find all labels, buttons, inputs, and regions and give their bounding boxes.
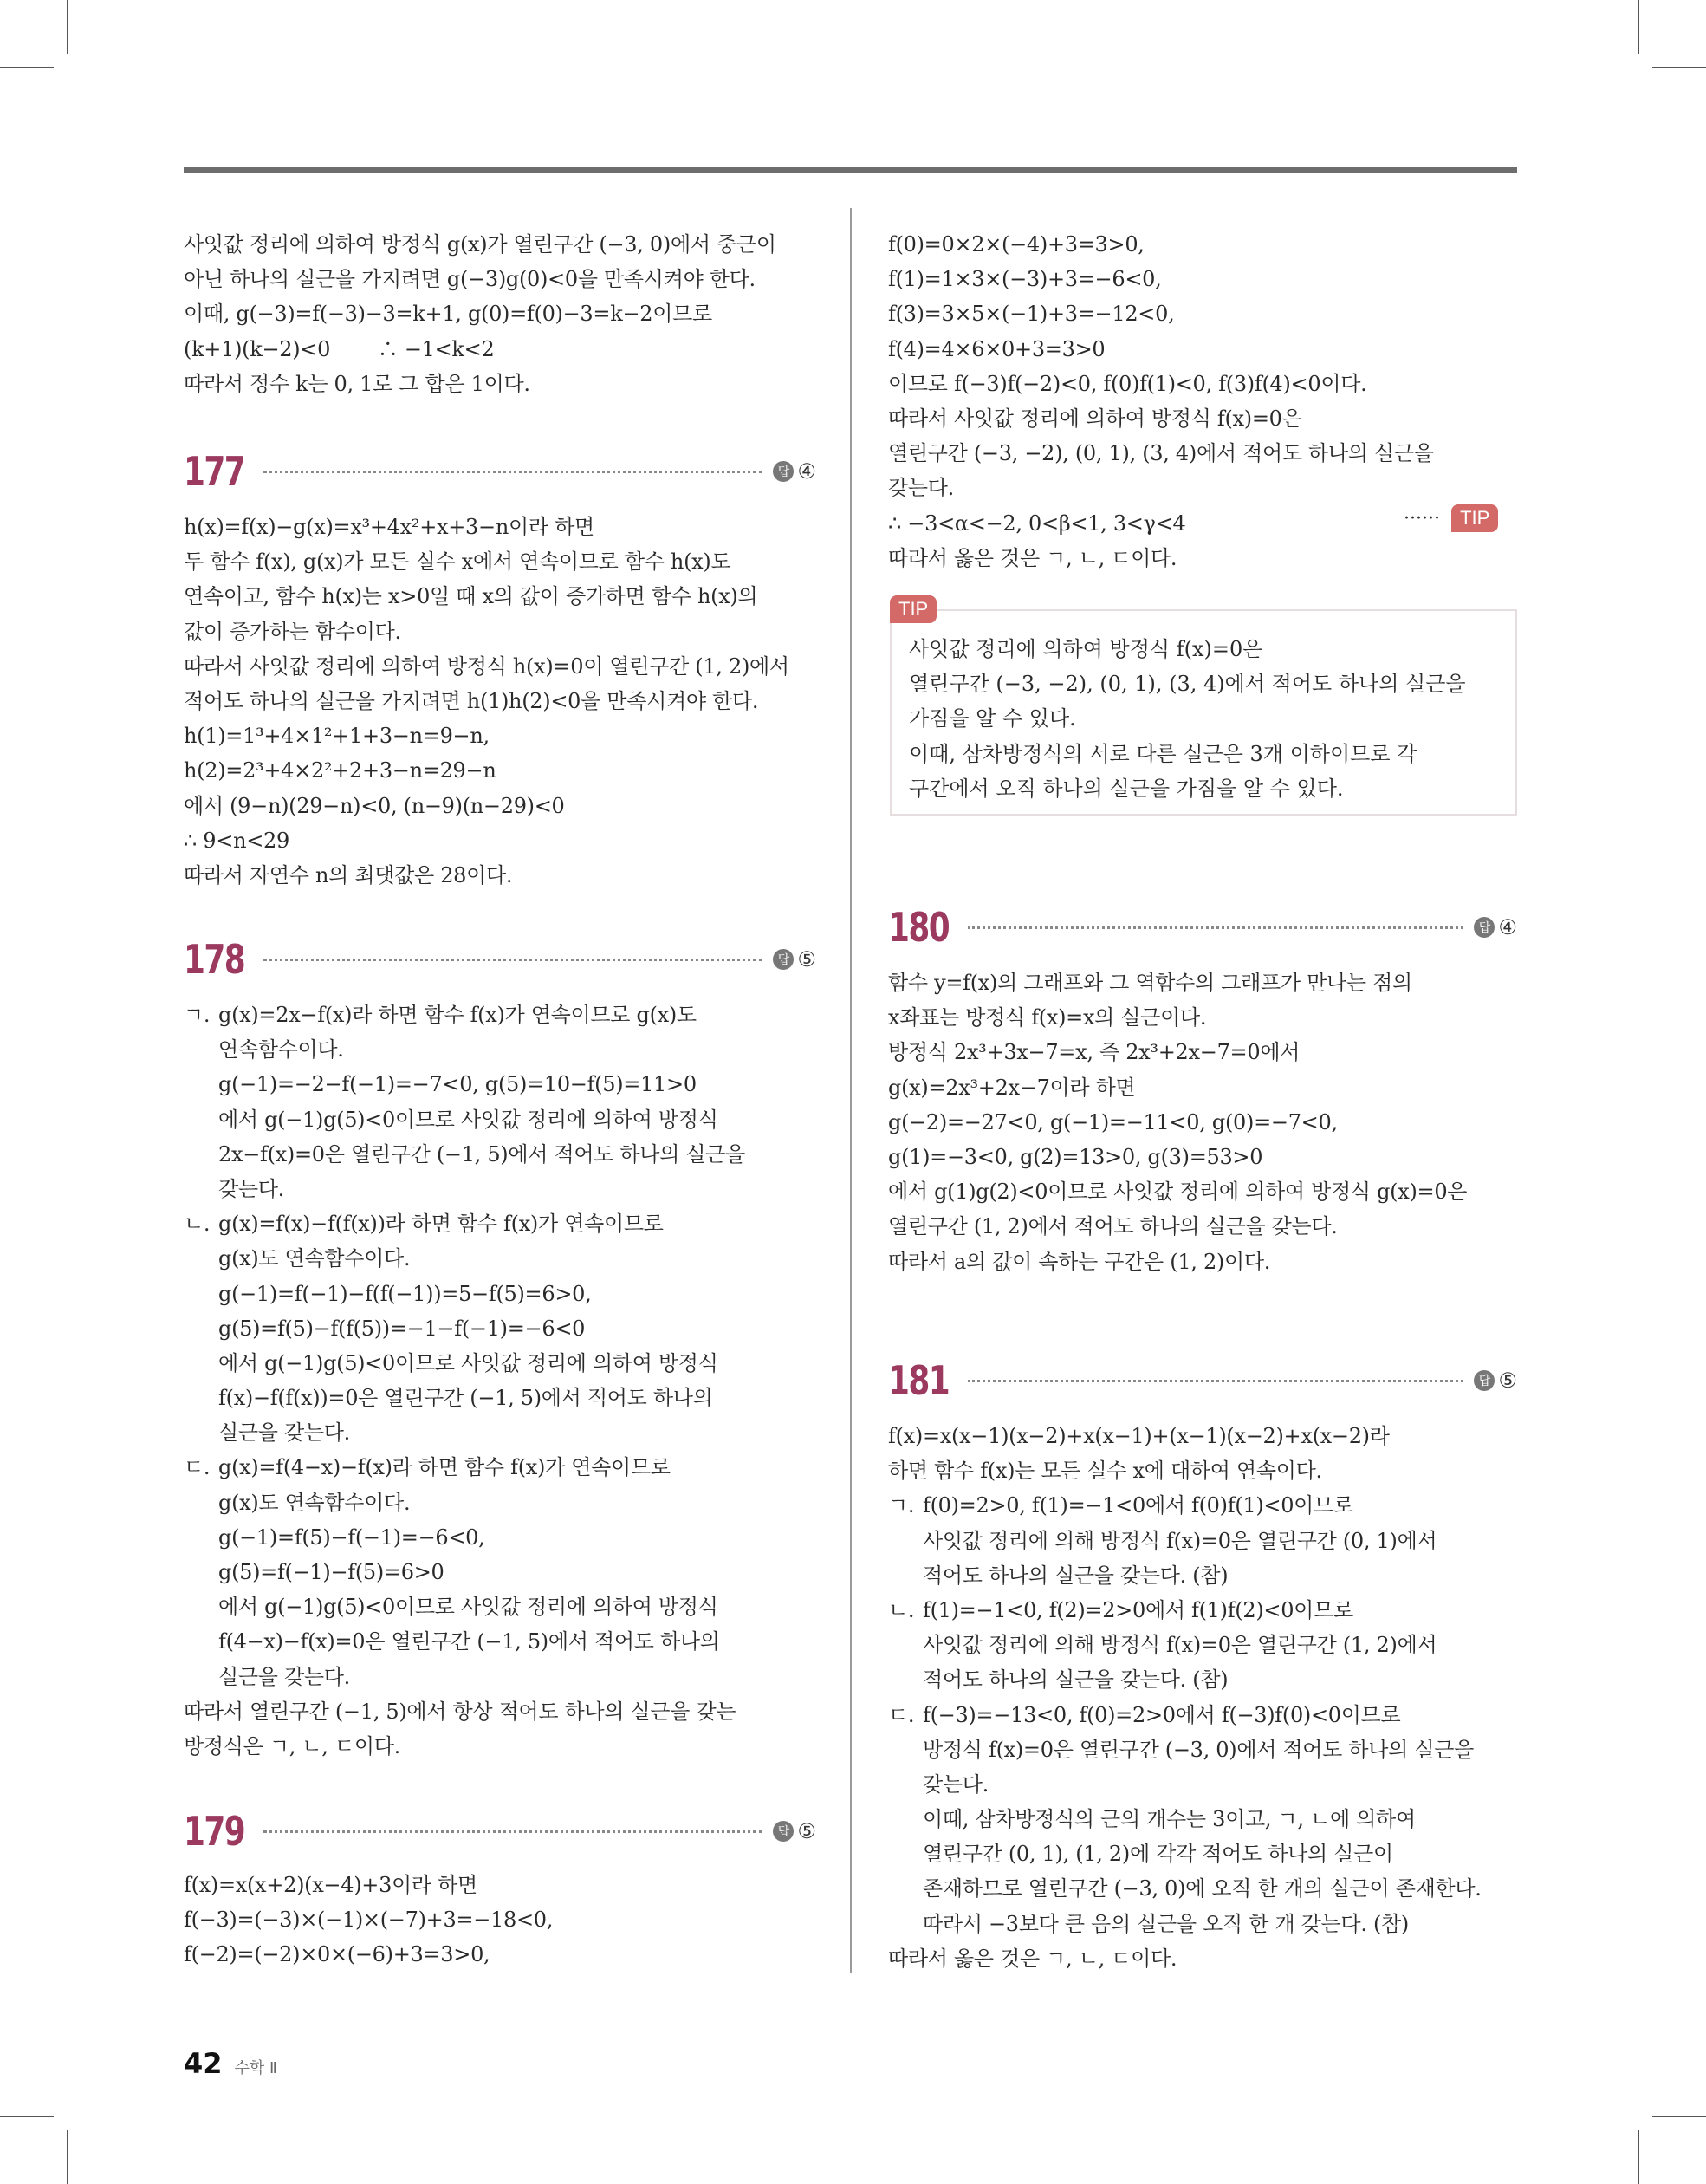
text-line: 따라서 자연수 n의 최댓값은 28이다.: [184, 862, 513, 887]
item-label: ㄱ.: [888, 1493, 915, 1518]
problem-number: 180: [888, 904, 950, 951]
item-line: 따라서 −3보다 큰 음의 실근을 오직 한 개 갖는다. (참): [923, 1911, 1409, 1936]
problem-177-header: [184, 447, 816, 496]
text-line: ∴ −3<α<−2, 0<β<1, 3<γ<4: [888, 510, 1186, 536]
tip-box: [890, 598, 1517, 816]
item-line: 에서 g(−1)g(5)<0이므로 사잇값 정리에 의하여 방정식: [218, 1350, 718, 1375]
text-line: 값이 증가하는 함수이다.: [184, 619, 401, 644]
item-label: ㄷ.: [184, 1455, 211, 1480]
item-line: g(−1)=−2−f(−1)=−7<0, g(5)=10−f(5)=11>0: [218, 1072, 697, 1097]
item-line: g(5)=f(5)−f(f(5))=−1−f(−1)=−6<0: [218, 1316, 586, 1341]
text-line: 따라서 사잇값 정리에 의하여 방정식 h(x)=0이 열린구간 (1, 2)에서: [184, 653, 789, 679]
answer-choice: ⑤: [797, 1819, 816, 1843]
answer-icon: 답: [773, 949, 794, 970]
problem-number: 178: [184, 936, 245, 983]
text-line: h(x)=f(x)−g(x)=x³+4x²+x+3−n이라 하면: [184, 515, 594, 539]
text-line: (k+1)(k−2)<0 ∴ −1<k<2: [184, 336, 495, 361]
item-line: [184, 1450, 816, 1485]
text-line: f(1)=1×3×(−3)+3=−6<0,: [888, 267, 1162, 292]
item-line: [888, 1488, 1517, 1523]
text-line: 사잇값 정리에 의하여 방정식 f(x)=0은: [909, 637, 1263, 661]
crop-mark: [1638, 0, 1639, 54]
text-line: 적어도 하나의 실근을 가지려면 h(1)h(2)<0을 만족시켜야 한다.: [184, 688, 759, 713]
answer-icon: 답: [773, 1821, 794, 1842]
problem-180-header: [888, 903, 1517, 952]
problem-number: 181: [888, 1357, 950, 1404]
answer-choice: ④: [1498, 915, 1517, 939]
text-line: g(−2)=−27<0, g(−1)=−11<0, g(0)=−7<0,: [888, 1109, 1338, 1134]
item-line: f(4−x)−f(x)=0은 열린구간 (−1, 5)에서 적어도 하나의: [218, 1629, 720, 1654]
column-divider: [850, 208, 852, 1973]
crop-mark: [67, 0, 68, 54]
answer-choice: ⑤: [1498, 1368, 1517, 1393]
answer-choice: ④: [797, 459, 816, 484]
text-line: 따라서 옳은 것은 ㄱ, ㄴ, ㄷ이다.: [888, 545, 1177, 570]
item-line: 연속함수이다.: [218, 1037, 344, 1063]
text-line: 가짐을 알 수 있다.: [909, 706, 1076, 731]
text-line: f(−3)=(−3)×(−1)×(−7)+3=−18<0,: [184, 1908, 554, 1933]
leader-dots: ······: [1404, 508, 1440, 530]
text-line: x좌표는 방정식 f(x)=x의 실근이다.: [888, 1005, 1207, 1030]
item-line: 이때, 삼차방정식의 근의 개수는 3이고, ㄱ, ㄴ에 의하여: [923, 1807, 1416, 1832]
text-line: 방정식은 ㄱ, ㄴ, ㄷ이다.: [184, 1733, 400, 1758]
problem-180-solution: [888, 965, 1517, 1279]
crop-mark: [1652, 67, 1706, 68]
problem-178-header: [184, 935, 816, 984]
text-line: 방정식 2x³+3x−7=x, 즉 2x³+2x−7=0에서: [888, 1040, 1301, 1065]
leader-dots: [263, 471, 762, 473]
item-line: 갖는다.: [218, 1176, 284, 1201]
text-line: f(4)=4×6×0+3=3>0: [888, 336, 1106, 361]
problem-179-header: [184, 1807, 816, 1856]
item-label: ㄷ.: [888, 1702, 915, 1727]
text-line: f(−2)=(−2)×0×(−6)+3=3>0,: [184, 1942, 490, 1967]
text-line: f(3)=3×5×(−1)+3=−12<0,: [888, 302, 1175, 327]
book-title: 수학 Ⅱ: [234, 2059, 277, 2077]
text-line: 따라서 옳은 것은 ㄱ, ㄴ, ㄷ이다.: [888, 1946, 1177, 1971]
problem-177-solution: [184, 510, 816, 893]
problem-181-solution: [888, 1419, 1517, 1976]
item-text: g(x)=f(4−x)−f(x)라 하면 함수 f(x)가 연속이므로: [218, 1455, 671, 1480]
leader-dots: [968, 1380, 1463, 1382]
item-line: [888, 1698, 1517, 1732]
item-line: 열린구간 (0, 1), (1, 2)에 각각 적어도 하나의 실근이: [923, 1842, 1393, 1867]
item-line: [888, 1593, 1517, 1628]
page-footer: [184, 2047, 277, 2080]
text-line: f(x)=x(x+2)(x−4)+3이라 하면: [184, 1873, 477, 1897]
text-line: 열린구간 (−3, −2), (0, 1), (3, 4)에서 적어도 하나의 실근을: [909, 672, 1466, 697]
text-line: ∴ 9<n<29: [184, 828, 289, 853]
item-line: 갖는다.: [923, 1771, 989, 1797]
answer-choice: ⑤: [797, 947, 816, 972]
item-line: 사잇값 정리에 의해 방정식 f(x)=0은 열린구간 (0, 1)에서: [923, 1528, 1437, 1553]
header-rule: [184, 167, 1517, 173]
text-line: 따라서 정수 k는 0, 1로 그 합은 1이다.: [184, 371, 530, 396]
item-line: 사잇값 정리에 의해 방정식 f(x)=0은 열린구간 (1, 2)에서: [923, 1633, 1437, 1658]
item-label: ㄴ.: [888, 1597, 915, 1622]
text-line: 함수 y=f(x)의 그래프와 그 역함수의 그래프가 만나는 점의: [888, 971, 1412, 995]
item-line: 에서 g(−1)g(5)<0이므로 사잇값 정리에 의하여 방정식: [218, 1107, 718, 1132]
tip-badge: TIP: [890, 595, 937, 623]
text-line: 하면 함수 f(x)는 모든 실수 x에 대하여 연속이다.: [888, 1459, 1322, 1484]
tip-reference: [1404, 504, 1498, 532]
page-number: 42: [184, 2047, 223, 2080]
item-text: g(x)=f(x)−f(f(x))라 하면 함수 f(x)가 연속이므로: [218, 1212, 664, 1237]
problem-number: 179: [184, 1808, 245, 1855]
text-line: 따라서 a의 값이 속하는 구간은 (1, 2)이다.: [888, 1249, 1271, 1274]
text-line: 따라서 열린구간 (−1, 5)에서 항상 적어도 하나의 실근을 갖는: [184, 1699, 736, 1724]
item-line: 적어도 하나의 실근을 갖는다. (참): [923, 1563, 1229, 1588]
item-label: ㄱ.: [184, 1003, 211, 1027]
text-line: 연속이고, 함수 h(x)는 x>0일 때 x의 값이 증가하면 함수 h(x)의: [184, 584, 758, 609]
item-line: g(−1)=f(−1)−f(f(−1))=5−f(5)=6>0,: [218, 1281, 592, 1306]
text-line: 아닌 하나의 실근을 가지려면 g(−3)g(0)<0을 만족시켜야 한다.: [184, 267, 756, 292]
problem-number: 177: [184, 448, 245, 495]
crop-mark: [67, 2130, 68, 2184]
item-line: [184, 998, 816, 1032]
text-line: 열린구간 (1, 2)에서 적어도 하나의 실근을 갖는다.: [888, 1214, 1338, 1239]
text-line: g(1)=−3<0, g(2)=13>0, g(3)=53>0: [888, 1144, 1263, 1169]
p176-solution-end: [184, 227, 816, 401]
leader-dots: [263, 959, 762, 961]
problem-179-solution: [184, 1868, 816, 1973]
text-line: 이때, 삼차방정식의 서로 다른 실근은 3개 이하이므로 각: [909, 741, 1417, 766]
text-line: 이므로 f(−3)f(−2)<0, f(0)f(1)<0, f(3)f(4)<0이다.: [888, 371, 1367, 396]
item-text: f(−3)=−13<0, f(0)=2>0에서 f(−3)f(0)<0이므로: [923, 1702, 1401, 1727]
item-line: 실근을 갖는다.: [218, 1420, 350, 1446]
text-line: g(x)=2x³+2x−7이라 하면: [888, 1075, 1136, 1100]
text-line: 열린구간 (−3, −2), (0, 1), (3, 4)에서 적어도 하나의 실근을: [888, 441, 1434, 466]
leader-dots: [968, 926, 1463, 929]
text-line: 갖는다.: [888, 476, 954, 501]
text-line: 구간에서 오직 하나의 실근을 가짐을 알 수 있다.: [909, 776, 1344, 801]
item-text: f(0)=2>0, f(1)=−1<0에서 f(0)f(1)<0이므로: [923, 1493, 1353, 1518]
leader-dots: [263, 1830, 762, 1833]
tip-text: [909, 632, 1466, 806]
text-line: 두 함수 f(x), g(x)가 모든 실수 x에서 연속이므로 함수 h(x)도: [184, 549, 731, 575]
item-line: g(x)도 연속함수이다.: [218, 1490, 411, 1515]
text-line: 이때, g(−3)=f(−3)−3=k+1, g(0)=f(0)−3=k−2이므로: [184, 302, 712, 327]
answer-icon: 답: [1474, 1370, 1495, 1391]
item-line: 존재하므로 열린구간 (−3, 0)에 오직 한 개의 실근이 존재한다.: [923, 1876, 1482, 1901]
answer-icon: 답: [773, 461, 794, 482]
item-line: 에서 g(−1)g(5)<0이므로 사잇값 정리에 의하여 방정식: [218, 1595, 718, 1620]
text-line: 에서 g(1)g(2)<0이므로 사잇값 정리에 의하여 방정식 g(x)=0은: [888, 1180, 1468, 1205]
item-line: 방정식 f(x)=0은 열린구간 (−3, 0)에서 적어도 하나의 실근을: [923, 1737, 1475, 1762]
item-line: [184, 1206, 816, 1241]
text-line: h(1)=1³+4×1²+1+3−n=9−n,: [184, 724, 490, 749]
item-line: 실근을 갖는다.: [218, 1664, 350, 1689]
text-line: 사잇값 정리에 의하여 방정식 g(x)가 열린구간 (−3, 0)에서 중근이: [184, 232, 776, 257]
crop-mark: [0, 2116, 54, 2117]
text-line: f(x)=x(x−1)(x−2)+x(x−1)+(x−1)(x−2)+x(x−2)라: [888, 1424, 1390, 1448]
item-label: ㄴ.: [184, 1212, 211, 1237]
item-line: g(x)도 연속함수이다.: [218, 1246, 411, 1271]
item-text: g(x)=2x−f(x)라 하면 함수 f(x)가 연속이므로 g(x)도: [218, 1003, 697, 1027]
item-line: g(−1)=f(5)−f(−1)=−6<0,: [218, 1524, 485, 1550]
answer-icon: 답: [1474, 917, 1495, 938]
item-text: f(1)=−1<0, f(2)=2>0에서 f(1)f(2)<0이므로: [923, 1597, 1353, 1622]
text-line: f(0)=0×2×(−4)+3=3>0,: [888, 232, 1145, 257]
item-line: 2x−f(x)=0은 열린구간 (−1, 5)에서 적어도 하나의 실근을: [218, 1141, 746, 1167]
text-line: 에서 (9−n)(29−n)<0, (n−9)(n−29)<0: [184, 793, 565, 818]
crop-mark: [1638, 2130, 1639, 2184]
problem-178-solution: [184, 998, 816, 1764]
item-line: 적어도 하나의 실근을 갖는다. (참): [923, 1667, 1229, 1693]
tip-badge: TIP: [1451, 504, 1498, 532]
text-line: h(2)=2³+4×2²+2+3−n=29−n: [184, 758, 496, 783]
item-line: f(x)−f(f(x))=0은 열린구간 (−1, 5)에서 적어도 하나의: [218, 1386, 713, 1411]
problem-181-header: [888, 1356, 1517, 1405]
crop-mark: [1652, 2116, 1706, 2117]
text-line: 따라서 사잇값 정리에 의하여 방정식 f(x)=0은: [888, 406, 1302, 431]
item-line: g(5)=f(−1)−f(5)=6>0: [218, 1560, 444, 1584]
crop-mark: [0, 67, 54, 68]
